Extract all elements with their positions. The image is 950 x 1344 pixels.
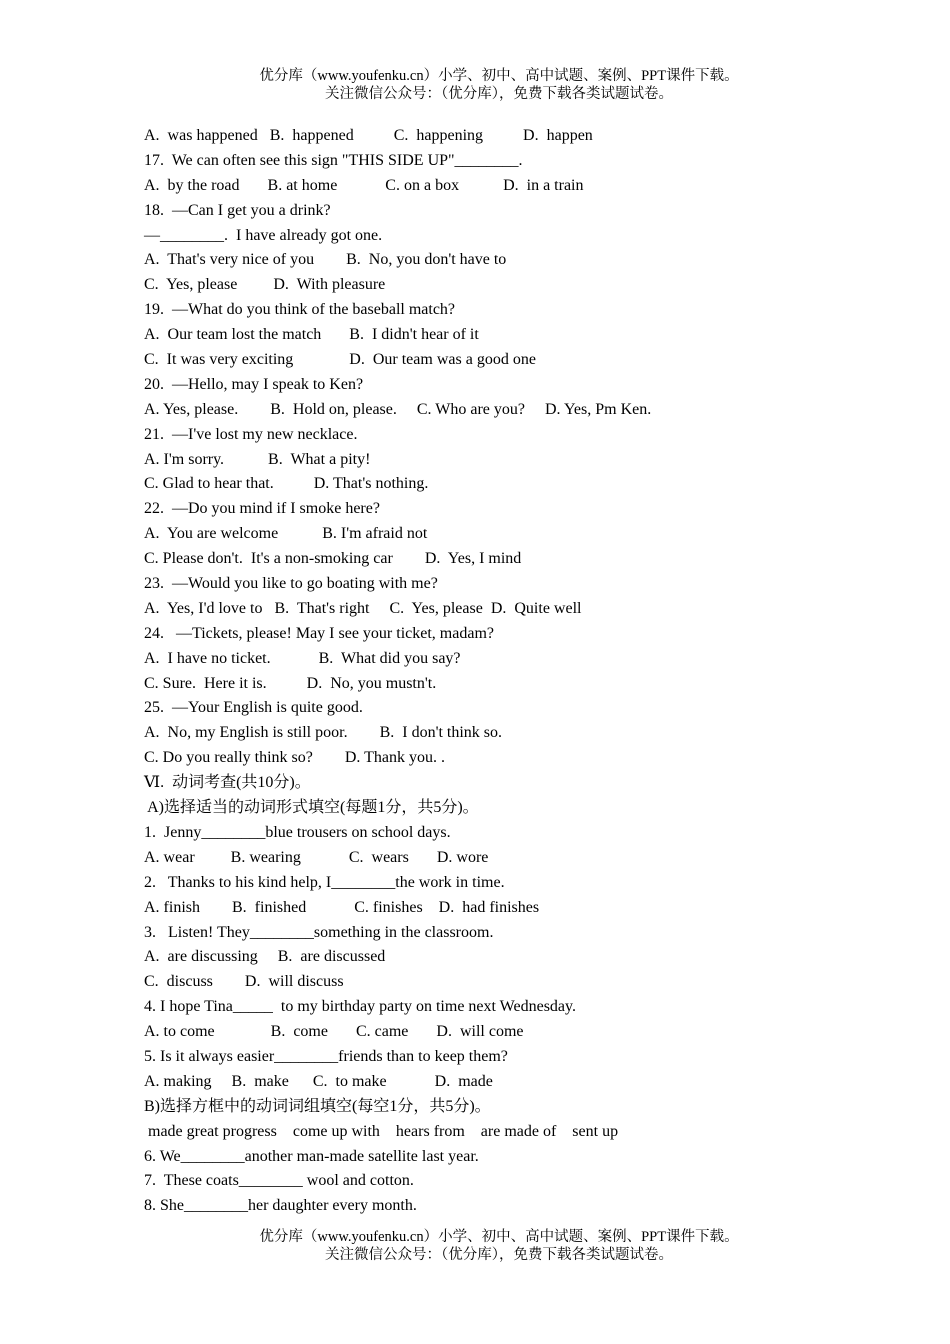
question-line: 5. Is it always easier________friends than to keep them? — [144, 1047, 508, 1065]
section-heading: Ⅵ. 动词考查(共10分)。 — [144, 774, 311, 792]
text-line: A. by the road B. at home C. on a box D. in a train — [144, 176, 584, 194]
text-line: A. I have no ticket. B. What did you say? — [144, 649, 461, 667]
subsection-heading: A)选择适当的动词形式填空(每题1分，共5分)。 — [144, 799, 479, 817]
text-line: A. finish B. finished C. finishes D. had finishes — [144, 898, 540, 916]
text-line: A. You are welcome B. I'm afraid not — [144, 525, 428, 543]
text-line: A. Yes, I'd love to B. That's right C. Yes, please D. Quite well — [144, 599, 582, 617]
question-line: 18. —Can I get you a drink? — [144, 201, 331, 219]
footer-line-2: 关注微信公众号：（优分库），免费下载各类试题试卷。 — [325, 1247, 673, 1263]
document-body — [144, 124, 864, 1219]
page-header — [0, 67, 950, 103]
question-line: 21. —I've lost my new necklace. — [144, 425, 358, 443]
question-line: 20. —Hello, may I speak to Ken? — [144, 375, 364, 393]
text-line: C. Do you really think so? D. Thank you. . — [144, 749, 446, 767]
question-line: 17. We can often see this sign "THIS SIDE UP"________. — [144, 151, 523, 169]
subsection-heading: B)选择方框中的动词词组填空(每空1分，共5分)。 — [144, 1097, 491, 1115]
text-line: A. wear B. wearing C. wears D. wore — [144, 848, 489, 866]
question-line: 6. We________another man-made satellite last year. — [144, 1147, 479, 1165]
phrase-bank: made great progress come up with hears from are made of sent up — [144, 1122, 619, 1140]
text-line: C. discuss D. will discuss — [144, 973, 344, 991]
question-line: 8. She________her daughter every month. — [144, 1197, 417, 1215]
question-line: 24. —Tickets, please! May I see your ticket, madam? — [144, 624, 494, 642]
question-line: 23. —Would you like to go boating with me? — [144, 575, 438, 593]
question-line: 2. Thanks to his kind help, I________the work in time. — [144, 873, 505, 891]
text-line: A. was happened B. happened C. happening D. happen — [144, 127, 593, 144]
text-line: —________. I have already got one. — [144, 226, 383, 244]
question-line: 4. I hope Tina_____ to my birthday party on time next Wednesday. — [144, 998, 576, 1016]
text-line: A. That's very nice of you B. No, you don't have to — [144, 251, 507, 269]
header-line-2: 关注微信公众号：（优分库），免费下载各类试题试卷。 — [325, 86, 673, 102]
question-line: 22. —Do you mind if I smoke here? — [144, 500, 380, 518]
text-line: A. making B. make C. to make D. made — [144, 1072, 493, 1090]
question-line: 3. Listen! They________something in the classroom. — [144, 923, 494, 941]
question-line: 1. Jenny________blue trousers on school days. — [144, 823, 451, 841]
text-line: A. are discussing B. are discussed — [144, 948, 386, 966]
text-line: C. It was very exciting D. Our team was a good one — [144, 351, 536, 369]
page-footer — [0, 1228, 950, 1264]
text-line: C. Please don't. It's a non-smoking car D. Yes, I mind — [144, 550, 522, 568]
text-line: A. Our team lost the match B. I didn't hear of it — [144, 326, 479, 344]
text-line: C. Glad to hear that. D. That's nothing. — [144, 475, 429, 493]
text-line: A. I'm sorry. B. What a pity! — [144, 450, 371, 468]
header-line-1: 优分库（www.youfenku.cn）小学、初中、高中试题、案例、PPT课件下载。 — [259, 68, 739, 84]
question-line: 25. —Your English is quite good. — [144, 699, 363, 717]
text-line: A. to come B. come C. came D. will come — [144, 1023, 524, 1041]
text-line: C. Yes, please D. With pleasure — [144, 276, 386, 294]
footer-line-1: 优分库（www.youfenku.cn）小学、初中、高中试题、案例、PPT课件下载。 — [259, 1229, 739, 1245]
question-line: 19. —What do you think of the baseball match? — [144, 301, 456, 319]
question-line: 7. These coats________ wool and cotton. — [144, 1172, 414, 1190]
text-line: C. Sure. Here it is. D. No, you mustn't. — [144, 674, 437, 692]
text-line: A. Yes, please. B. Hold on, please. C. Who are you? D. Yes, Pm Ken. — [144, 400, 652, 418]
text-line: A. No, my English is still poor. B. I don't think so. — [144, 724, 503, 742]
